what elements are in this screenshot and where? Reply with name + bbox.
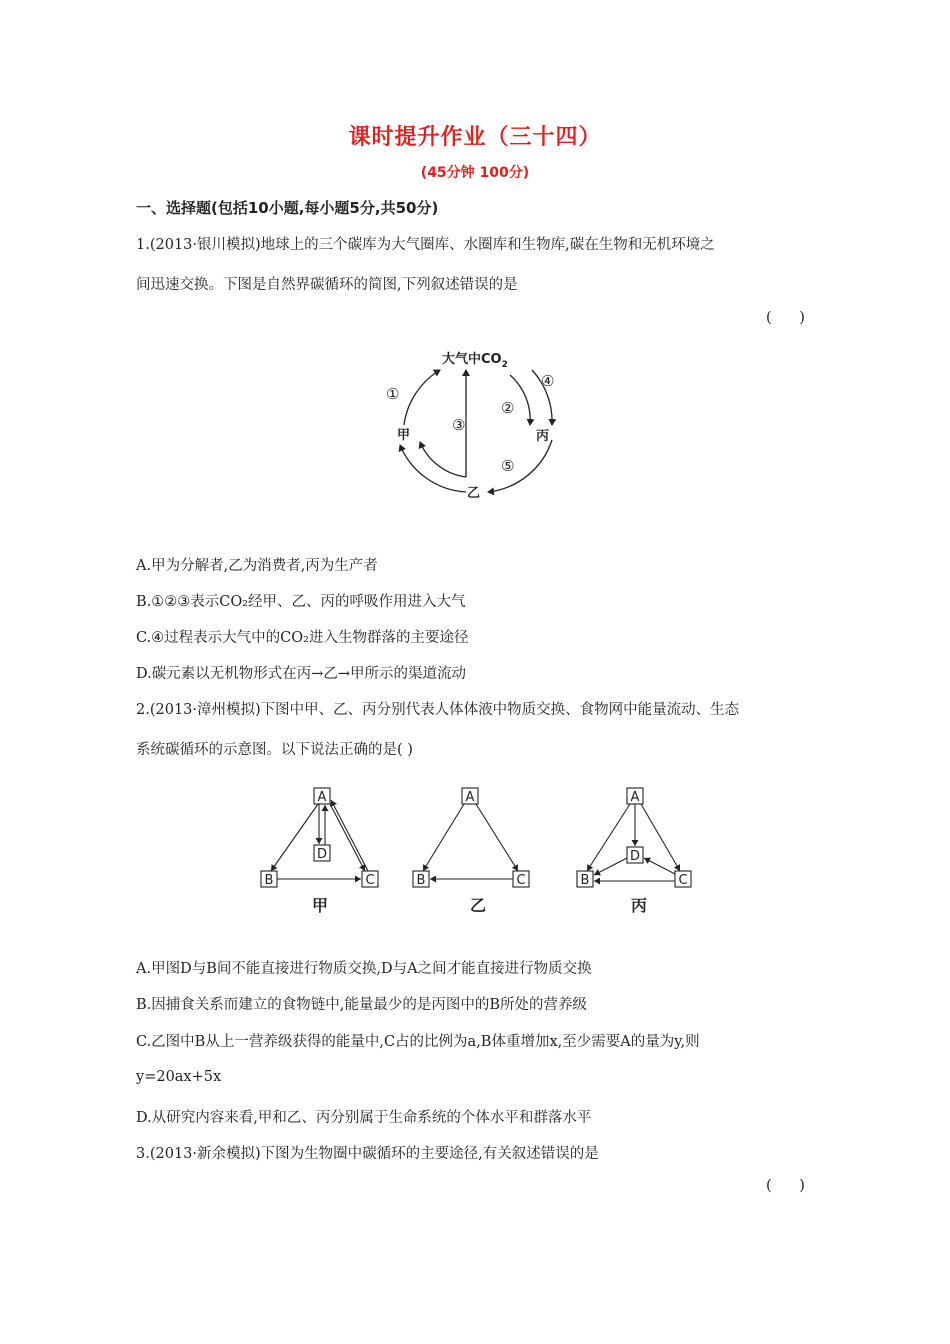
q3-answer-blank: ( ) xyxy=(766,1178,805,1194)
three-exchange-diagrams xyxy=(250,780,710,920)
carbon-cycle-diagram xyxy=(380,340,580,510)
svg-text:C: C xyxy=(365,873,375,888)
yi-arrow-a-b xyxy=(423,804,464,871)
arrow-big-arc xyxy=(400,445,466,492)
page-title: 课时提升作业（三十四） xyxy=(348,125,602,150)
svg-text:D: D xyxy=(316,847,328,862)
arrow-inner-jia xyxy=(420,442,466,477)
q1-option-a: A.甲为分解者,乙为消费者,丙为生产者 xyxy=(136,558,378,574)
svg-text:B: B xyxy=(264,873,274,888)
q2-option-b: B.因捕食关系而建立的食物链中,能量最少的是丙图中的B所处的营养级 xyxy=(136,997,588,1013)
svg-text:C: C xyxy=(516,873,526,888)
node-jia: 甲 xyxy=(397,428,411,443)
svg-text:B: B xyxy=(580,873,590,888)
svg-text:A: A xyxy=(317,790,327,805)
label-5: ⑤ xyxy=(501,457,515,475)
node-bing: 丙 xyxy=(536,429,550,444)
q1-option-c: C.④过程表示大气中的CO₂进入生物群落的主要途径 xyxy=(136,630,469,646)
q2-option-d: D.从研究内容来看,甲和乙、丙分别属于生命系统的个体水平和群落水平 xyxy=(136,1110,592,1126)
q1-stem-line2: 间迅速交换。下图是自然界碳循环的简图,下列叙述错误的是 xyxy=(136,277,518,293)
svg-text:C: C xyxy=(678,873,688,888)
q3-stem-line1: 3.(2013·新余模拟)下图为生物圈中碳循环的主要途径,有关叙述错误的是 xyxy=(136,1146,599,1162)
node-atmosphere: 大气中$CO_2$ xyxy=(442,352,508,370)
caption-yi: 乙 xyxy=(469,896,487,915)
svg-text:A: A xyxy=(465,790,475,805)
caption-jia: 甲 xyxy=(311,896,329,915)
bing-arrow-a-c xyxy=(641,804,680,871)
q1-answer-blank: ( ) xyxy=(766,310,805,326)
jia-arrow-a-c xyxy=(330,804,365,871)
section-heading: 一、选择题(包括10小题,每小题5分,共50分) xyxy=(136,199,439,217)
bing-arrow-d-b xyxy=(594,858,627,875)
svg-text:D: D xyxy=(629,849,641,864)
q2-option-c-line2: y=20ax+5x xyxy=(136,1069,222,1085)
q1-option-b: B.①②③表示CO₂经甲、乙、丙的呼吸作用进入大气 xyxy=(136,594,466,610)
page-subtitle: (45分钟 100分) xyxy=(420,165,530,181)
label-3: ③ xyxy=(452,416,466,434)
label-4: ④ xyxy=(541,372,555,390)
q1-option-d: D.碳元素以无机物形式在丙→乙→甲所示的渠道流动 xyxy=(136,666,467,682)
arrow-1 xyxy=(404,370,440,425)
q1-stem-line1: 1.(2013·银川模拟)地球上的三个碳库为大气圈库、水圈库和生物库,碳在生物和无机环境之 xyxy=(136,237,715,253)
jia-arrow-a-b xyxy=(271,804,318,871)
arrow-5 xyxy=(488,440,552,492)
jia-arrow-c-a xyxy=(331,800,368,871)
label-2: ② xyxy=(501,399,515,417)
svg-text:B: B xyxy=(416,873,426,888)
node-yi: 乙 xyxy=(467,486,481,501)
label-1: ① xyxy=(386,385,400,403)
q2-stem-line2: 系统碳循环的示意图。以下说法正确的是( ) xyxy=(136,742,413,758)
caption-bing: 丙 xyxy=(630,896,648,915)
svg-text:A: A xyxy=(630,790,640,805)
q2-stem-line1: 2.(2013·漳州模拟)下图中甲、乙、丙分别代表人体体液中物质交换、食物网中能量流动、生态 xyxy=(136,702,740,718)
bing-arrow-c-d xyxy=(644,858,675,874)
yi-arrow-a-c xyxy=(476,804,518,871)
bing-arrow-a-b xyxy=(587,804,630,871)
q2-option-c-line1: C.乙图中B从上一营养级获得的能量中,C占的比例为a,B体重增加x,至少需要A的量为y,则 xyxy=(136,1034,700,1050)
q2-option-a: A.甲图D与B间不能直接进行物质交换,D与A之间才能直接进行物质交换 xyxy=(136,961,592,977)
